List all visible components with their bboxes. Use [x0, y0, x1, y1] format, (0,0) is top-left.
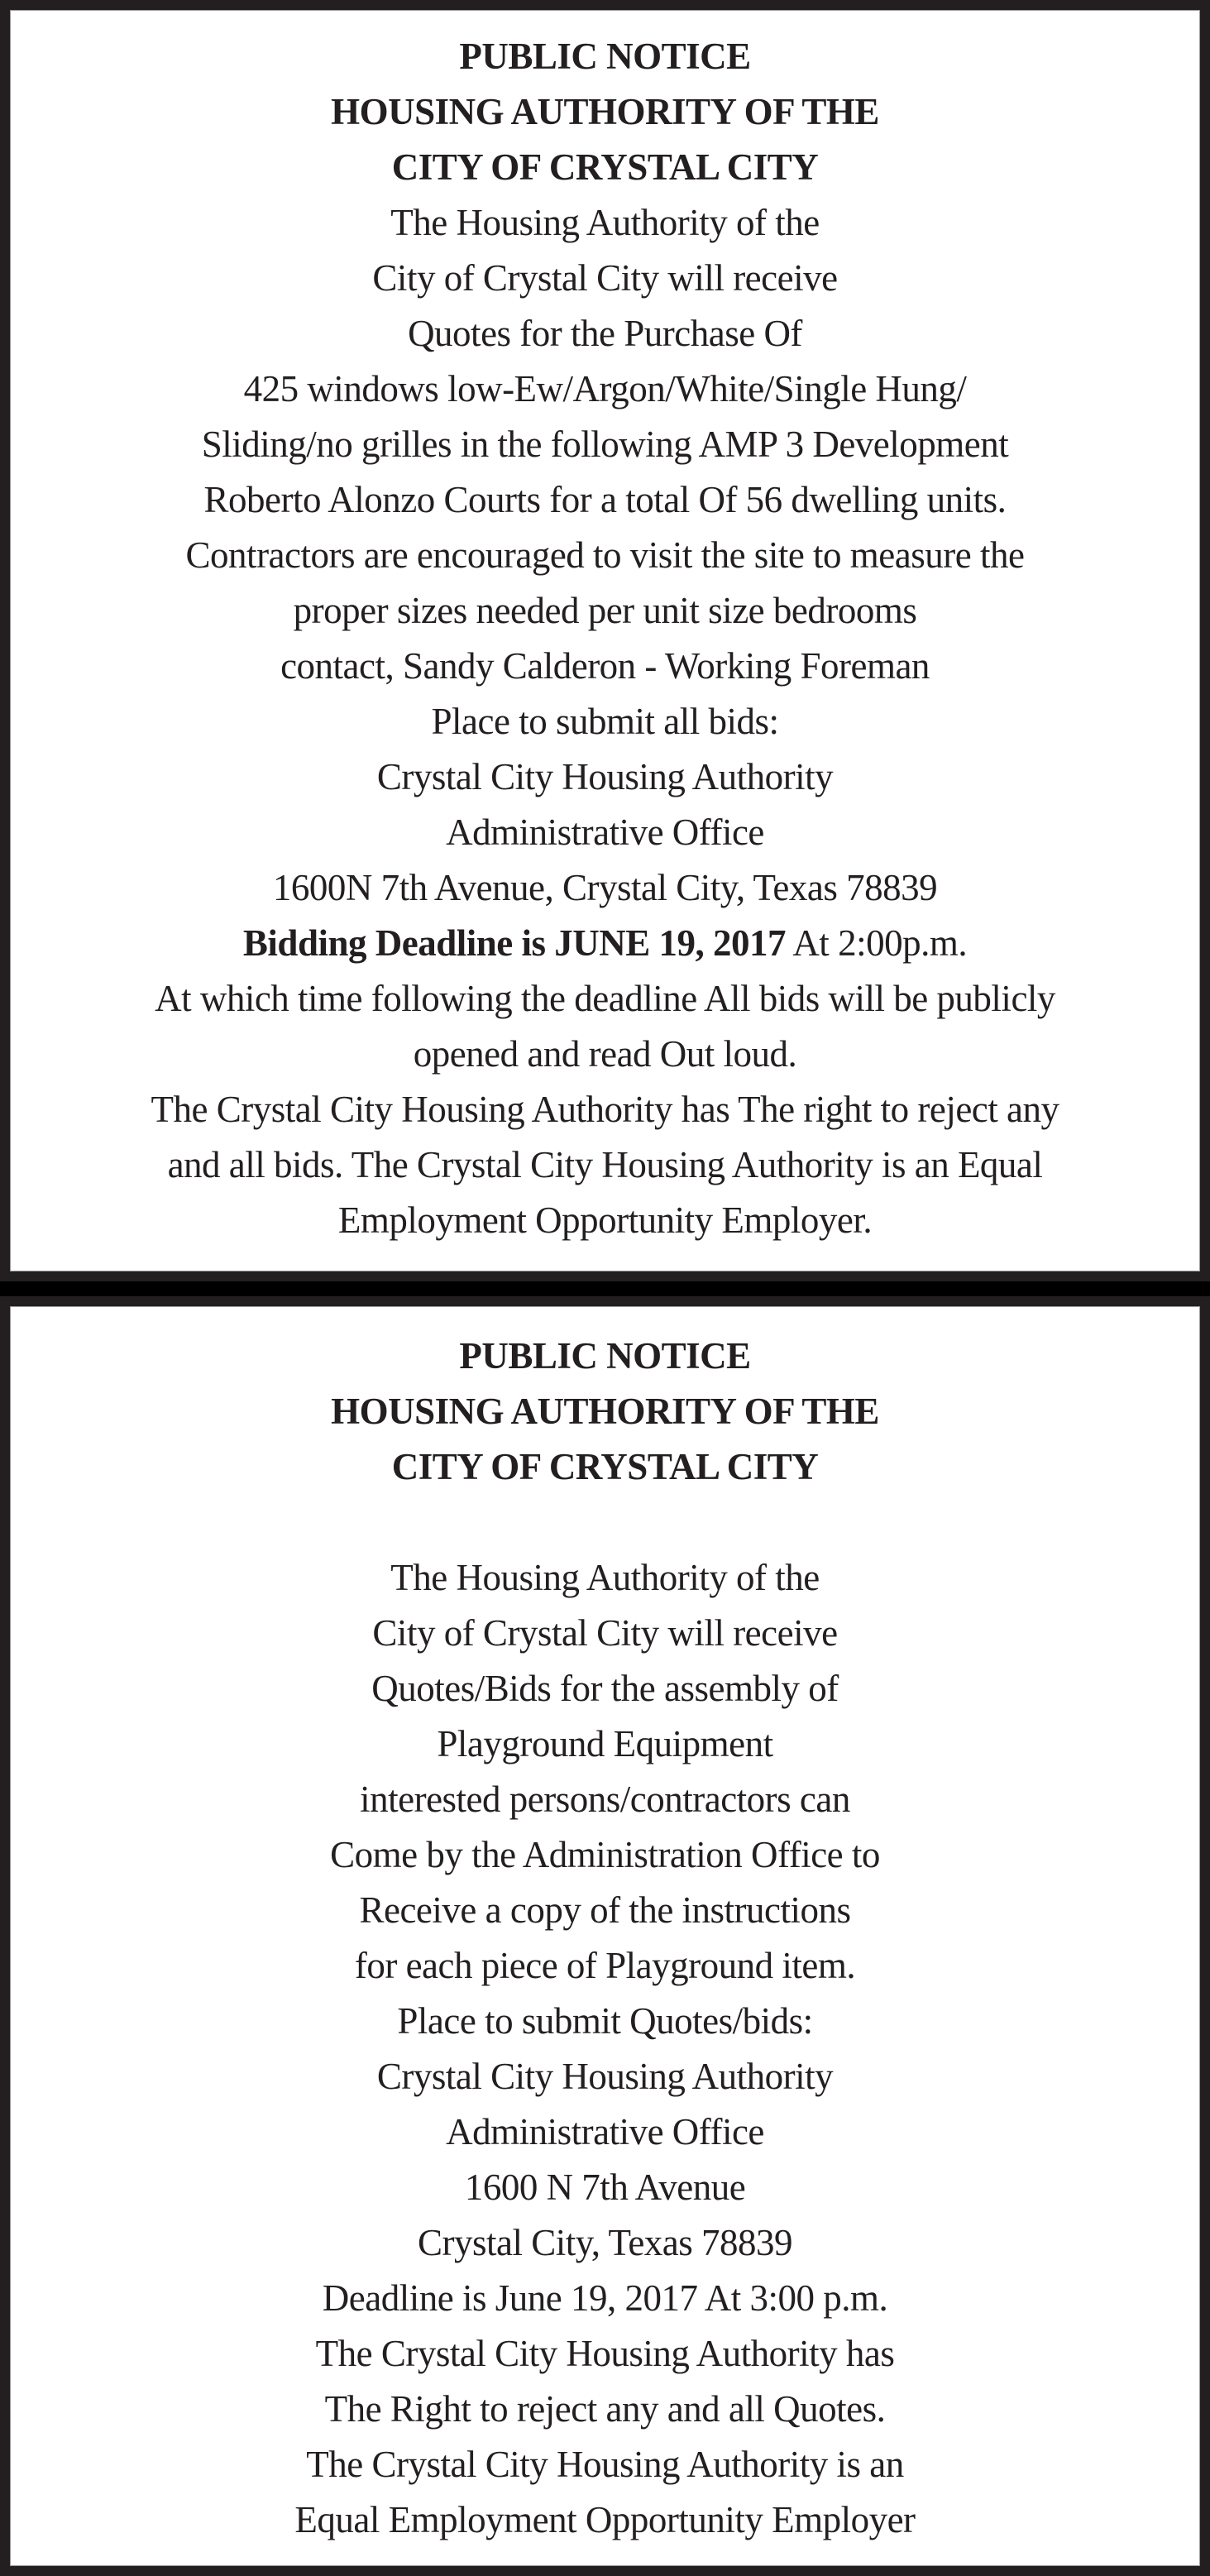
notice1-body-line: proper sizes needed per unit size bedrooms — [293, 590, 917, 631]
notice1-body-line: Roberto Alonzo Courts for a total Of 56 dwelling units. — [203, 479, 1007, 520]
notice1-body-line: Sliding/no grilles in the following AMP 3 Development — [201, 424, 1009, 465]
blank-line-spacer — [11, 1495, 1199, 1550]
notice1-body-line: Crystal City Housing Authority — [376, 756, 834, 797]
notice2-body-line: The Housing Authority of the — [390, 1557, 820, 1598]
notice1-body-line: The Housing Authority of the — [390, 202, 820, 243]
notice1-deadline-bold-text: Bidding Deadline is JUNE 19, 2017 — [242, 922, 787, 964]
notice1-title-line: HOUSING AUTHORITY OF THE — [331, 91, 879, 132]
notice1-body-line: Employment Opportunity Employer. — [337, 1199, 873, 1241]
public-notice-playground-bid — [0, 1296, 1210, 2576]
notice2-title-line: HOUSING AUTHORITY OF THE — [331, 1391, 879, 1432]
notice2-title-line: CITY OF CRYSTAL CITY — [391, 1446, 819, 1487]
notice1-body-line: Contractors are encouraged to visit the site to measure the — [185, 534, 1025, 576]
black-separator-band — [0, 1281, 1210, 1296]
notice1-content — [10, 10, 1200, 1271]
notice2-body-line: Playground Equipment — [437, 1723, 773, 1764]
notice2-body-line: for each piece of Playground item. — [354, 1945, 856, 1986]
notice1-body-line: contact, Sandy Calderon - Working Foreman — [280, 645, 930, 687]
notice1-body-line: Place to submit all bids: — [431, 701, 779, 742]
notice1-body-line: City of Crystal City will receive — [372, 257, 838, 299]
notice2-body-line: Place to submit Quotes/bids: — [397, 2000, 813, 2042]
notice2-body-line: The Crystal City Housing Authority has — [315, 2333, 895, 2374]
notice2-body-line: City of Crystal City will receive — [372, 1612, 838, 1654]
notice2-body-line: Quotes/Bids for the assembly of — [371, 1668, 839, 1709]
notice1-body-line: Quotes for the Purchase Of — [408, 313, 802, 354]
notice2-body-line: Equal Employment Opportunity Employer — [294, 2499, 916, 2540]
notice2-body-line: Administrative Office — [446, 2111, 764, 2152]
notice1-body-line: 425 windows low-Ew/Argon/White/Single Hung/ — [243, 368, 967, 409]
notice1-body-line: and all bids. The Crystal City Housing Authority is an Equal — [167, 1144, 1043, 1185]
notice1-body-line: Administrative Office — [446, 812, 764, 853]
notice1-body-line: opened and read Out loud. — [413, 1033, 797, 1075]
notice2-body-line: The Right to reject any and all Quotes. — [324, 2388, 886, 2430]
notice2-body-line: Crystal City Housing Authority — [376, 2056, 834, 2097]
notice2-body-line: Come by the Administration Office to — [330, 1834, 880, 1875]
notice1-title-line: PUBLIC NOTICE — [459, 36, 751, 77]
notice1-body-line: At which time following the deadline All bids will be publicly — [155, 978, 1055, 1019]
notice1-body-line: 1600N 7th Avenue, Crystal City, Texas 78839 — [272, 867, 938, 908]
notice2-title-line: PUBLIC NOTICE — [459, 1335, 751, 1377]
notice2-body-line: The Crystal City Housing Authority is an — [306, 2444, 904, 2485]
notice2-body-line: interested persons/contractors can — [360, 1779, 850, 1820]
notice2-body-line: Receive a copy of the instructions — [359, 1889, 851, 1931]
notice2-content — [10, 1306, 1200, 2566]
notice2-body-line: Deadline is June 19, 2017 At 3:00 p.m. — [322, 2277, 888, 2319]
notice1-deadline-time-text: At 2:00p.m. — [786, 922, 968, 964]
notice2-body-line: 1600 N 7th Avenue — [464, 2167, 746, 2208]
notice1-body-line: The Crystal City Housing Authority has The right to reject any — [151, 1089, 1059, 1130]
notice1-deadline-line — [11, 916, 1199, 971]
notice2-body-line: Crystal City, Texas 78839 — [417, 2222, 793, 2263]
notice1-title-line: CITY OF CRYSTAL CITY — [391, 146, 819, 188]
public-notice-windows-bid — [0, 0, 1210, 1281]
